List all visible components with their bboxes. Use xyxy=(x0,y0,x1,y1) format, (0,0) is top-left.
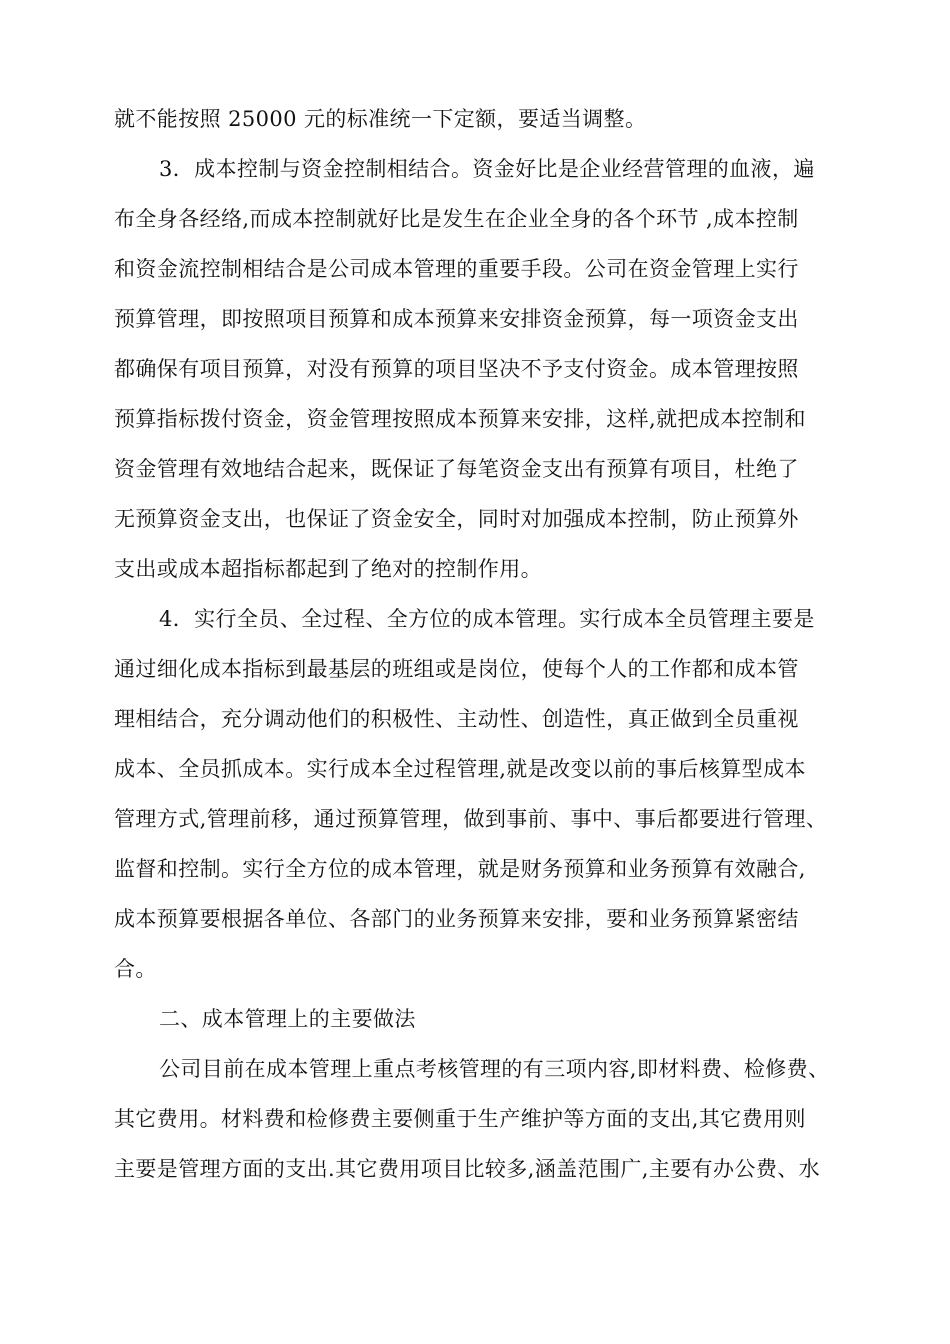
paragraph-4-start: 4．实行全员、全过程、全方位的成本管理。实行成本全员管理主要是 xyxy=(159,607,815,631)
text-line: 监督和控制。实行全方位的成本管理，就是财务预算和业务预算有效融合, xyxy=(114,857,806,881)
text-line: 通过细化成本指标到最基层的班组或是岗位，使每个人的工作都和成本管 xyxy=(114,657,799,681)
text-line: 主要是管理方面的支出.其它费用项目比较多,涵盖范围广,主要有办公费、水 xyxy=(114,1157,821,1181)
text-line: 管理方式,管理前移，通过预算管理，做到事前、事中、事后都要进行管理、 xyxy=(114,807,828,831)
text-line: 理相结合，充分调动他们的积极性、主动性、创造性，真正做到全员重视 xyxy=(114,707,799,731)
text-line: 支出或成本超指标都起到了绝对的控制作用。 xyxy=(114,557,542,581)
text-line: 其它费用。材料费和检修费主要侧重于生产维护等方面的支出,其它费用则 xyxy=(114,1107,806,1131)
section-heading: 二、成本管理上的主要做法 xyxy=(159,1007,416,1031)
text-line: 成本预算要根据各单位、各部门的业务预算来安排，要和业务预算紧密结 xyxy=(114,907,799,931)
text-line: 预算管理，即按照项目预算和成本预算来安排资金预算，每一项资金支出 xyxy=(114,307,799,331)
text-line: 合。 xyxy=(114,957,157,981)
text-line: 资金管理有效地结合起来，既保证了每笔资金支出有预算有项目，杜绝了 xyxy=(114,457,799,481)
text-line: 成本、全员抓成本。实行成本全过程管理,就是改变以前的事后核算型成本 xyxy=(114,757,806,781)
text-line: 都确保有项目预算，对没有预算的项目坚决不予支付资金。成本管理按照 xyxy=(114,357,799,381)
text-line: 布全身各经络,而成本控制就好比是发生在企业全身的各个环节 ,成本控制 xyxy=(114,207,799,231)
text-line: 就不能按照 25000 元的标准统一下定额，要适当调整。 xyxy=(114,107,647,131)
paragraph-3-start: 3．成本控制与资金控制相结合。资金好比是企业经营管理的血液，遍 xyxy=(159,157,815,181)
text-line: 预算指标拨付资金，资金管理按照成本预算来安排，这样,就把成本控制和 xyxy=(114,407,806,431)
paragraph-start: 公司目前在成本管理上重点考核管理的有三项内容,即材料费、检修费、 xyxy=(159,1057,830,1081)
text-line: 和资金流控制相结合是公司成本管理的重要手段。公司在资金管理上实行 xyxy=(114,257,799,281)
text-line: 无预算资金支出，也保证了资金安全，同时对加强成本控制，防止预算外 xyxy=(114,507,799,531)
